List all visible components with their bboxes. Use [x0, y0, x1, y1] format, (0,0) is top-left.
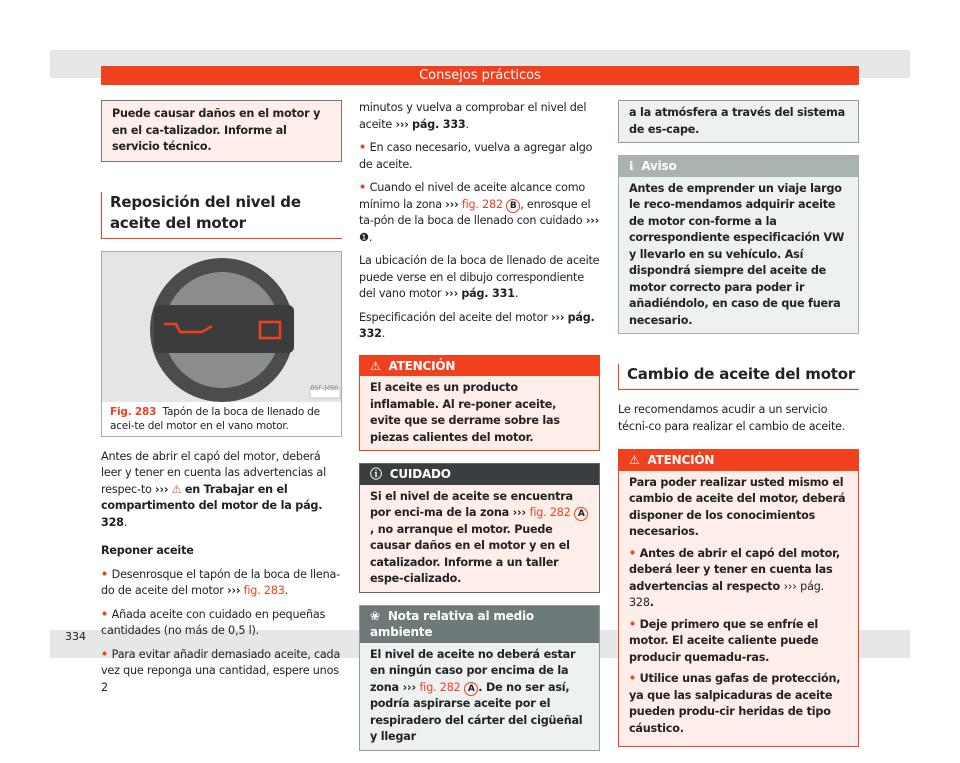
intro-text: Antes de abrir el capó del motor, deberá leer y tener en cuenta las advertencias al respec-to — [101, 449, 326, 496]
environment-title: Nota relativa al medio ambiente — [370, 608, 534, 639]
paragraph: Especificación del aceite del motor ››› pág. 332. — [359, 310, 595, 340]
caution-title: CUIDADO — [389, 467, 451, 481]
list-item: • Añada aceite con cuidado en pequeñas cantidades (no más de 0,5 l). — [101, 607, 342, 640]
environment-text: El nivel de aceite no deberá estar en ningún caso por encima de la zona ››› fig. 282 A . De no ser así, podría aspirarse aceite por el respiradero del cárter del cigüeñal y llegar — [370, 647, 583, 743]
fig-link[interactable]: fig. 282 — [461, 197, 503, 211]
warning-header — [360, 356, 599, 377]
caption-text: Tapón de la boca de llenado de acei-te del motor en el vano motor. — [110, 405, 320, 432]
fig-link[interactable]: fig. 282 — [529, 506, 571, 519]
text: Si el nivel de aceite se encuentra por enci-ma de la zona — [370, 489, 573, 519]
environment-flower-icon: ❀ — [370, 608, 380, 623]
warning-title: ATENCIÓN — [388, 358, 456, 373]
arrow: ››› — [585, 214, 600, 227]
text: El nivel de aceite no deberá estar en ningún caso por encima de la zona — [370, 647, 576, 694]
paragraph: La ubicación de la boca de llenado de aceite puede verse en el dibujo correspondiente del vano motor ››› pág. 331. — [359, 254, 600, 300]
warning-header — [619, 450, 858, 471]
text: Antes de abrir el capó del motor, deberá leer y tener en cuenta las advertencias al respecto — [629, 546, 840, 593]
page-link[interactable]: pág. 333 — [412, 117, 466, 131]
caution-header — [360, 464, 599, 485]
column-right — [618, 100, 859, 759]
text: minutos y vuelva a comprobar el nivel del aceite — [359, 101, 587, 131]
intro-link[interactable]: en Trabajar en el compartimento del motor de la pág. 328 — [101, 482, 323, 529]
text: La ubicación de la boca de llenado de aceite puede verse en el dibujo correspondiente del vano motor — [359, 254, 600, 300]
info-text: Antes de emprender un viaje largo le reco-mendamos adquirir aceite de motor con-forme a la correspondiente especificación VW y llevarlo en su vehículo. Así dispondrá siempre del aceite de motor correcto para poder ir añadiéndolo, en caso de que fuera necesario. — [629, 181, 845, 327]
caution-icon: ❶ — [359, 230, 369, 244]
fig-link[interactable]: fig. 282 — [419, 680, 461, 694]
info-title: Aviso — [641, 159, 677, 173]
paragraph: Le recomendamos acudir a un servicio técni-co para realizar el cambio de aceite. — [618, 403, 846, 433]
list-item: • Utilice unas gafas de protección, ya que las salpicaduras de aceite pueden produ-cir heridas de tipo cáustico. — [629, 671, 848, 737]
warning-text: El aceite es un producto inflamable. Al re-poner aceite, evite que se derrame sobre las piezas calientes del motor. — [370, 381, 560, 444]
list-item: • Antes de abrir el capó del motor, deberá leer y tener en cuenta las advertencias al respecto ››› pág. 328. — [629, 546, 848, 612]
info-box — [618, 155, 859, 334]
environment-header — [360, 606, 599, 643]
environment-box-continued — [618, 100, 859, 143]
figure-code: B5F-1050 — [310, 385, 338, 392]
page-link[interactable]: pág. 332 — [359, 310, 595, 340]
info-icon: ℹ — [629, 159, 634, 173]
page-link[interactable]: pág. 328 — [629, 579, 824, 609]
paragraph: minutos y vuelva a comprobar el nivel del aceite ››› pág. 333. — [359, 101, 587, 131]
column-middle — [359, 100, 600, 763]
list-item: • Para evitar añadir demasiado aceite, cada vez que reponga una cantidad, espere unos 2 — [101, 647, 342, 697]
warning-box — [618, 449, 859, 747]
figure-label: Fig. 283 — [110, 405, 157, 418]
figure-caption — [102, 402, 341, 436]
environment-text: a la atmósfera a través del sistema de es-cape. — [629, 106, 845, 136]
arrow: ››› — [395, 117, 409, 131]
warning-box — [359, 355, 600, 452]
oil-cap-image — [102, 252, 341, 402]
text: , enrosque el ta-pón de la boca de llenado con cuidado — [359, 197, 591, 227]
arrow: ››› — [227, 584, 241, 597]
warning-icon: ⚠ — [171, 482, 182, 496]
arrow: ››› — [551, 310, 565, 324]
list-item: • En caso necesario, vuelva a agregar algo de aceite. — [359, 140, 600, 173]
page-number: 334 — [65, 630, 86, 643]
section-heading: Cambio de aceite del motor — [618, 364, 859, 390]
info-header — [619, 156, 858, 177]
warning-icon: ⚠ — [370, 358, 381, 373]
section-header: Consejos prácticos — [101, 66, 859, 85]
caution-icon: ⓘ — [370, 467, 382, 481]
intro-paragraph: Antes de abrir el capó del motor, deberá leer y tener en cuenta las advertencias al respec-to ››› ⚠ en Trabajar en el compartimento del motor de la pág. 328. — [101, 449, 326, 529]
marker-a: A — [574, 507, 588, 521]
text: , no arranque el motor. Puede causar daños en el motor y en el catalizador. Informe a un taller espe-cializado. — [370, 522, 570, 585]
caution-text: Si el nivel de aceite se encuentra por enci-ma de la zona ››› fig. 282 A, no arranque el motor. Puede causar daños en el motor y en el catalizador. Informe a un taller espe-cializado. — [360, 485, 599, 592]
list-item: • Desenrosque el tapón de la boca de llena-do de aceite del motor ››› fig. 283. — [101, 567, 342, 600]
figure-283 — [101, 251, 342, 437]
marker-b: B — [506, 199, 520, 213]
list-item: • Deje primero que se enfríe el motor. El aceite caliente puede producir quemadu-ras. — [629, 617, 848, 667]
warning-body — [619, 471, 858, 747]
text: Especificación del aceite del motor — [359, 310, 548, 324]
text: Cuando el nivel de aceite alcance como mínimo la zona — [359, 181, 586, 211]
caution-box — [359, 463, 600, 593]
text: Desenrosque el tapón de la boca de llena-do de aceite del motor — [101, 567, 340, 597]
oil-cap-illustration — [102, 252, 341, 402]
section-heading: Reposición del nivel de aceite del motor — [101, 192, 342, 239]
subheading: Reponer aceite — [101, 544, 194, 557]
list-item: • Cuando el nivel de aceite alcance como mínimo la zona ››› fig. 282 B , enrosque el ta-pón de la boca de llenado con cuidado ››› ❶. — [359, 180, 600, 246]
environment-box — [359, 605, 600, 751]
warning-title: ATENCIÓN — [647, 453, 715, 467]
note-box: Puede causar daños en el motor y en el ca-talizador. Informe al servicio técnico. — [101, 100, 342, 162]
text: . De no ser así, podría aspirarse aceite por el respiradero del cárter del cigüeñal y llegar — [370, 680, 583, 743]
arrow: ››› — [445, 197, 459, 211]
arrow: ››› — [155, 482, 169, 496]
fig-link[interactable]: fig. 283 — [243, 584, 285, 597]
marker-a: A — [464, 682, 478, 696]
page-link[interactable]: pág. 331 — [461, 287, 515, 300]
warning-icon: ⚠ — [629, 453, 640, 467]
column-left — [101, 100, 342, 703]
warning-text: Para poder realizar usted mismo el cambio de aceite del motor, deberá disponer de los conocimientos necesarios. — [629, 475, 846, 538]
arrow: ››› — [444, 287, 458, 300]
